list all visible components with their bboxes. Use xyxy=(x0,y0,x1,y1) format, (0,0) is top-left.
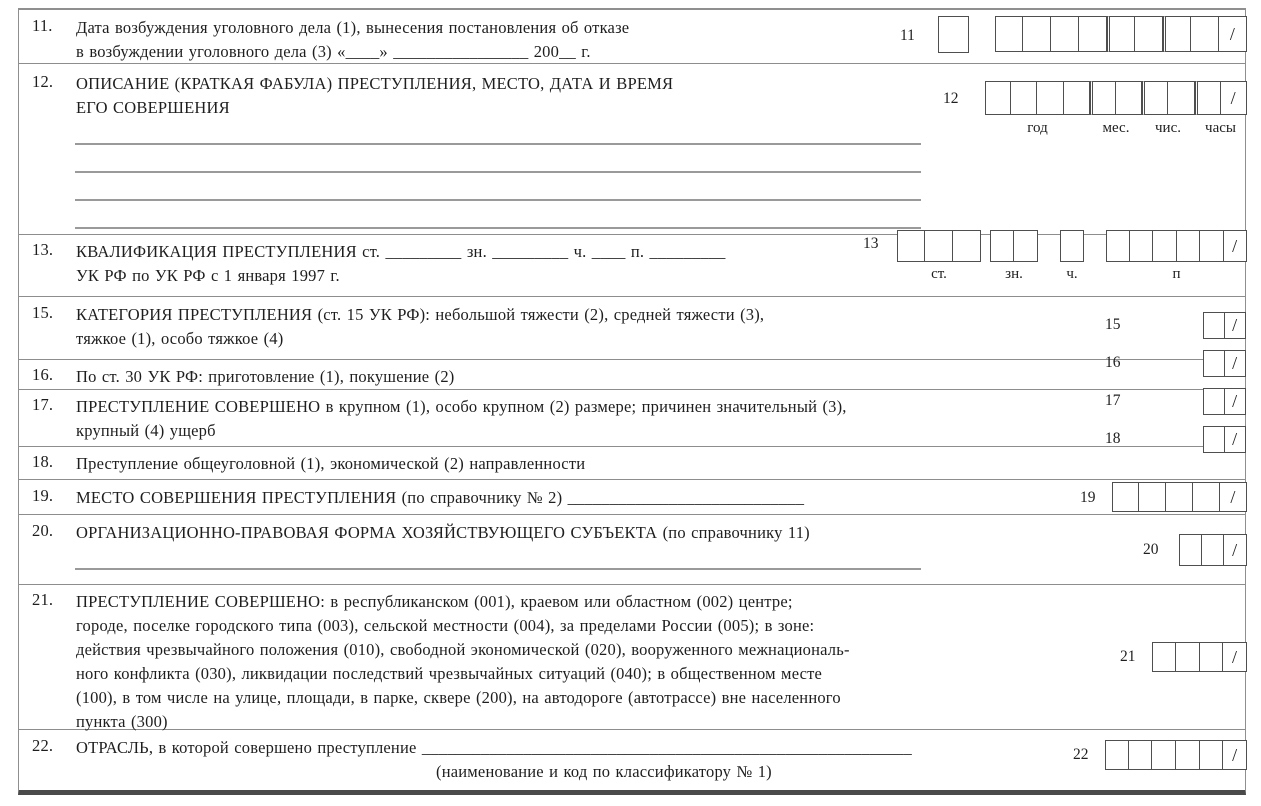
code-cell xyxy=(990,230,1014,262)
row-11-text-line-2: в возбуждении уголовного дела (3) «____» ________________ 200__ г. xyxy=(76,42,591,61)
label-month: мес. xyxy=(1102,120,1130,136)
form-row-22 xyxy=(19,730,1245,790)
code-cell xyxy=(995,16,1023,52)
code-cell xyxy=(1105,740,1129,770)
row-21-text-line-5: (100), в том числе на улице, площади, в парке, сквере (200), на автодороге (автотрассе) вне населенного xyxy=(76,688,841,707)
label-year: год xyxy=(1027,120,1048,136)
row-number: 16. xyxy=(32,365,54,384)
row-12-text-line-1: ОПИСАНИЕ (КРАТКАЯ ФАБУЛА) ПРЕСТУПЛЕНИЯ, МЕСТО, ДАТА И ВРЕМЯ xyxy=(76,74,674,93)
code-strip-13-part xyxy=(1060,230,1084,262)
code-cell xyxy=(1200,642,1224,672)
row-number: 17. xyxy=(32,395,54,414)
row-19-text-line-1: МЕСТО СОВЕРШЕНИЯ ПРЕСТУПЛЕНИЯ (по справочнику № 2) ____________________________ xyxy=(76,488,805,507)
row-13-text-line-2: УК РФ по УК РФ с 1 января 1997 г. xyxy=(76,266,340,285)
code-cell xyxy=(1191,16,1219,52)
code-box-single-11 xyxy=(938,16,969,53)
code-cell xyxy=(1112,482,1139,512)
label-hours: часы xyxy=(1205,120,1236,136)
code-strip-13-paragraph xyxy=(1106,230,1247,262)
code-cell xyxy=(1176,642,1200,672)
qualification-unit-labels xyxy=(897,266,1247,283)
code-field-label-22: 22 xyxy=(1073,746,1089,763)
row-21-text-line-6: пункта (300) xyxy=(76,712,168,731)
code-strip-12 xyxy=(985,81,1247,115)
row-17-text-line-1: ПРЕСТУПЛЕНИЕ СОВЕРШЕНО в крупном (1), особо крупном (2) размере; причинен значительный (3), xyxy=(76,397,847,416)
code-field-label-15: 15 xyxy=(1105,316,1121,333)
code-cell xyxy=(1023,16,1051,52)
code-cell xyxy=(1203,350,1225,377)
row-15-text-line-1: КАТЕГОРИЯ ПРЕСТУПЛЕНИЯ (ст. 15 УК РФ): небольшой тяжести (2), средней тяжести (3), xyxy=(76,305,765,324)
row-number: 13. xyxy=(32,240,54,259)
row-13-text-line-1: КВАЛИФИКАЦИЯ ПРЕСТУПЛЕНИЯ ст. _________ зн. _________ ч. ____ п. _________ xyxy=(76,242,726,261)
row-number: 20. xyxy=(32,521,54,540)
code-cell xyxy=(1060,230,1084,262)
code-strip-15 xyxy=(1203,312,1246,339)
code-cell xyxy=(1153,230,1177,262)
code-field-label-18: 18 xyxy=(1105,430,1121,447)
code-strip-21 xyxy=(1152,642,1247,672)
code-cell xyxy=(1203,426,1225,453)
code-cell-slash: / xyxy=(1221,81,1247,115)
label-sign: зн. xyxy=(1005,266,1023,282)
code-cell-slash: / xyxy=(1224,534,1247,566)
code-cell-slash: / xyxy=(1225,388,1247,415)
code-cell xyxy=(1200,230,1224,262)
code-field-label-12: 12 xyxy=(943,90,959,107)
code-cell xyxy=(1168,81,1194,115)
code-strip-13-sign xyxy=(990,230,1038,262)
code-cell-slash: / xyxy=(1225,350,1247,377)
row-number: 18. xyxy=(32,452,54,471)
code-cell-slash: / xyxy=(1225,426,1247,453)
row-21-text-line-1: ПРЕСТУПЛЕНИЕ СОВЕРШЕНО: в республиканском (001), краевом или областном (002) центре; xyxy=(76,592,793,611)
code-field-label-11: 11 xyxy=(900,27,915,44)
write-in-line xyxy=(75,199,921,201)
code-cell xyxy=(1166,482,1193,512)
code-cell xyxy=(1200,740,1224,770)
row-20-text-line-1: ОРГАНИЗАЦИОННО-ПРАВОВАЯ ФОРМА ХОЗЯЙСТВУЮЩЕГО СУБЪЕКТА (по справочнику 11) xyxy=(76,523,810,542)
row-number: 19. xyxy=(32,486,54,505)
code-cell-slash: / xyxy=(1220,482,1247,512)
code-cell xyxy=(1129,740,1153,770)
code-strip-11 xyxy=(995,16,1247,52)
code-cell xyxy=(1195,81,1221,115)
row-number: 15. xyxy=(32,303,54,322)
row-22-field-caption: (наименование и код по классификатору № 1) xyxy=(436,762,772,781)
row-21-text-line-4: ного конфликта (030), ликвидации последствий чрезвычайных ситуаций (040); в общественном месте xyxy=(76,664,823,683)
form-row-20 xyxy=(19,515,1245,585)
code-cell-slash: / xyxy=(1219,16,1247,52)
code-cell xyxy=(1152,740,1176,770)
row-17-text-line-2: крупный (4) ущерб xyxy=(76,421,216,440)
code-cell xyxy=(1051,16,1079,52)
code-strip-22 xyxy=(1105,740,1247,770)
row-16-text-line-1: По ст. 30 УК РФ: приготовление (1), покушение (2) xyxy=(76,367,455,386)
code-field-label-19: 19 xyxy=(1080,489,1096,506)
code-strip-13-article xyxy=(897,230,981,262)
code-cell xyxy=(1090,81,1116,115)
code-cell xyxy=(1179,534,1202,566)
code-cell xyxy=(1193,482,1220,512)
code-cell xyxy=(1139,482,1166,512)
row-number: 11. xyxy=(32,16,53,35)
code-cell xyxy=(1116,81,1142,115)
label-day: чис. xyxy=(1155,120,1181,136)
write-in-line xyxy=(75,568,921,570)
write-in-line xyxy=(75,227,921,229)
code-cell-slash: / xyxy=(1225,312,1247,339)
code-field-label-13: 13 xyxy=(863,235,879,252)
code-cell xyxy=(1203,312,1225,339)
write-in-line xyxy=(75,171,921,173)
code-cell xyxy=(1037,81,1063,115)
form-row-17 xyxy=(19,390,1245,447)
code-cell xyxy=(897,230,925,262)
label-paragraph: п xyxy=(1172,266,1181,282)
row-22-text-line-1: ОТРАСЛЬ, в которой совершено преступление __________________________________________________________ xyxy=(76,738,912,757)
row-21-text-line-3: действия чрезвычайного положения (010), свободной экономической (020), вооруженного межнациональ- xyxy=(76,640,850,659)
code-strip-16 xyxy=(1203,350,1246,377)
write-in-line xyxy=(75,143,921,145)
row-number: 21. xyxy=(32,590,54,609)
code-strip-20 xyxy=(1179,534,1247,566)
code-cell xyxy=(1176,740,1200,770)
row-number: 22. xyxy=(32,736,54,755)
code-cell-slash: / xyxy=(1223,740,1247,770)
row-11-text-line-1: Дата возбуждения уголовного дела (1), вынесения постановления об отказе xyxy=(76,18,630,37)
form-row-16 xyxy=(19,360,1245,390)
code-cell xyxy=(1202,534,1225,566)
code-field-label-21: 21 xyxy=(1120,648,1136,665)
code-strip-19 xyxy=(1112,482,1247,512)
code-cell xyxy=(1106,230,1130,262)
form-row-18 xyxy=(19,447,1245,480)
code-cell xyxy=(1079,16,1107,52)
code-cell xyxy=(1130,230,1154,262)
form-row-19 xyxy=(19,480,1245,515)
code-cell xyxy=(985,81,1011,115)
code-cell xyxy=(1152,642,1176,672)
code-cell-slash: / xyxy=(1223,642,1247,672)
code-cell xyxy=(925,230,953,262)
code-cell xyxy=(953,230,981,262)
code-cell xyxy=(1163,16,1191,52)
row-18-text-line-1: Преступление общеуголовной (1), экономической (2) направленности xyxy=(76,454,586,473)
code-cell xyxy=(1064,81,1090,115)
code-strip-18 xyxy=(1203,426,1246,453)
date-unit-labels xyxy=(985,120,1247,137)
code-cell xyxy=(1177,230,1201,262)
code-field-label-17: 17 xyxy=(1105,392,1121,409)
row-number: 12. xyxy=(32,72,54,91)
code-cell xyxy=(1142,81,1168,115)
code-strip-17 xyxy=(1203,388,1246,415)
code-field-label-16: 16 xyxy=(1105,354,1121,371)
row-15-text-line-2: тяжкое (1), особо тяжкое (4) xyxy=(76,329,284,348)
row-21-text-line-2: городе, поселке городского типа (003), сельской местности (004), за пределами России (005); в зоне: xyxy=(76,616,815,635)
code-field-label-20: 20 xyxy=(1143,541,1159,558)
code-cell xyxy=(1135,16,1163,52)
row-12-text-line-2: ЕГО СОВЕРШЕНИЯ xyxy=(76,98,230,117)
label-part: ч. xyxy=(1066,266,1078,282)
code-cell xyxy=(1107,16,1135,52)
code-cell xyxy=(1203,388,1225,415)
code-cell xyxy=(1011,81,1037,115)
label-article: ст. xyxy=(931,266,947,282)
form-row-21 xyxy=(19,585,1245,730)
code-cell xyxy=(1014,230,1038,262)
form-row-15 xyxy=(19,297,1245,360)
code-cell-slash: / xyxy=(1224,230,1248,262)
